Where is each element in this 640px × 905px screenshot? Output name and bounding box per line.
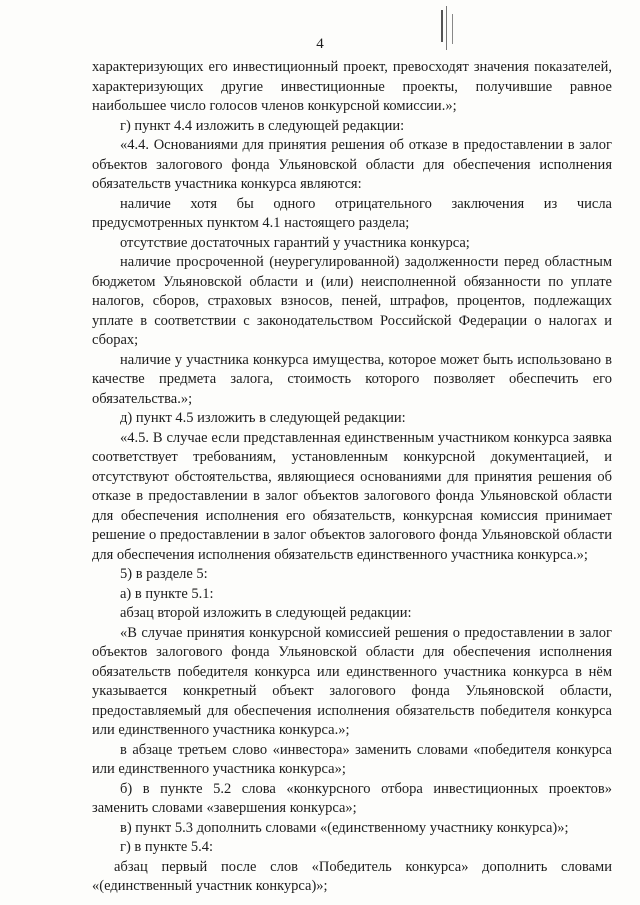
paragraph: а) в пункте 5.1:	[120, 585, 214, 602]
paragraph: наличие просроченной (неурегулированной) задолженности перед областным бюджетом Ульяновской области и (или) неисполненной обязанности по уплате налогов, сборов, страховых взносов, пеней, штрафов, процентов, подлежащих уплате в соответствии с законодательством Российской Федерации о налогах и сборах;	[92, 254, 612, 348]
paragraph: характеризующих его инвестиционный проект, превосходят значения показателей, характеризующих другие инвестиционные проекты, получившие равное наибольшее число голосов членов конкурсной комиссии.»;	[92, 59, 612, 114]
document-body	[92, 58, 612, 897]
paragraph: в абзаце третьем слово «инвестора» заменить словами «победителя конкурса или единственного участника конкурса»;	[92, 741, 612, 777]
paragraph: «В случае принятия конкурсной комиссией решения о предоставлении в залог объектов залогового фонда Ульяновской области для обеспечения исполнения обязательств победителя конкурса или единственного участника конкурса в нём указывается конкретный объект залогового фонда Ульяновской области, предоставляемый для обеспечения исполнения обязательств победителя конкурса или единственного участника конкурса.»;	[92, 624, 612, 738]
paragraph: «4.5. В случае если представленная единственным участником конкурса заявка соответствует требованиям, установленным конкурсной документацией, и отсутствуют обстоятельства, являющиеся основаниями для принятия решения об отказе в предоставлении в залог объектов залогового фонда Ульяновской области для обеспечения исполнения его обязательств, конкурсная комиссия принимает решение о предоставлении в залог объектов залогового фонда Ульяновской области для обеспечения исполнения обязательств единственного участника конкурса.»;	[92, 429, 612, 563]
paragraph: абзац второй изложить в следующей редакции:	[120, 605, 412, 621]
paragraph: г) пункт 4.4 изложить в следующей редакции:	[120, 117, 405, 134]
paragraph: наличие у участника конкурса имущества, которое может быть использовано в качестве предмета залога, стоимость которого позволяет обеспечить его обязательства.»;	[92, 351, 612, 407]
paragraph: «4.4. Основаниями для принятия решения об отказе в предоставлении в залог объектов залогового фонда Ульяновской области для обеспечения исполнения обязательств участника конкурса являются:	[92, 137, 612, 192]
paragraph: наличие хотя бы одного отрицательного заключения из числа предусмотренных пунктом 4.1 настоящего раздела;	[92, 195, 612, 231]
paragraph: абзац первый после слов «Победитель конкурса» дополнить словами «(единственный участник конкурса)»;	[92, 858, 612, 894]
paragraph: в) пункт 5.3 дополнить словами «(единственному участнику конкурса)»;	[120, 819, 569, 836]
paragraph: г) в пункте 5.4:	[120, 839, 214, 855]
page-number: 4	[316, 36, 324, 52]
paragraph: 5) в разделе 5:	[120, 566, 208, 582]
paragraph: отсутствие достаточных гарантий у участника конкурса;	[120, 234, 470, 251]
paragraph: б) в пункте 5.2 слова «конкурсного отбора инвестиционных проектов» заменить словами «завершения конкурса»;	[92, 780, 612, 816]
paragraph: д) пункт 4.5 изложить в следующей редакции:	[120, 410, 406, 426]
